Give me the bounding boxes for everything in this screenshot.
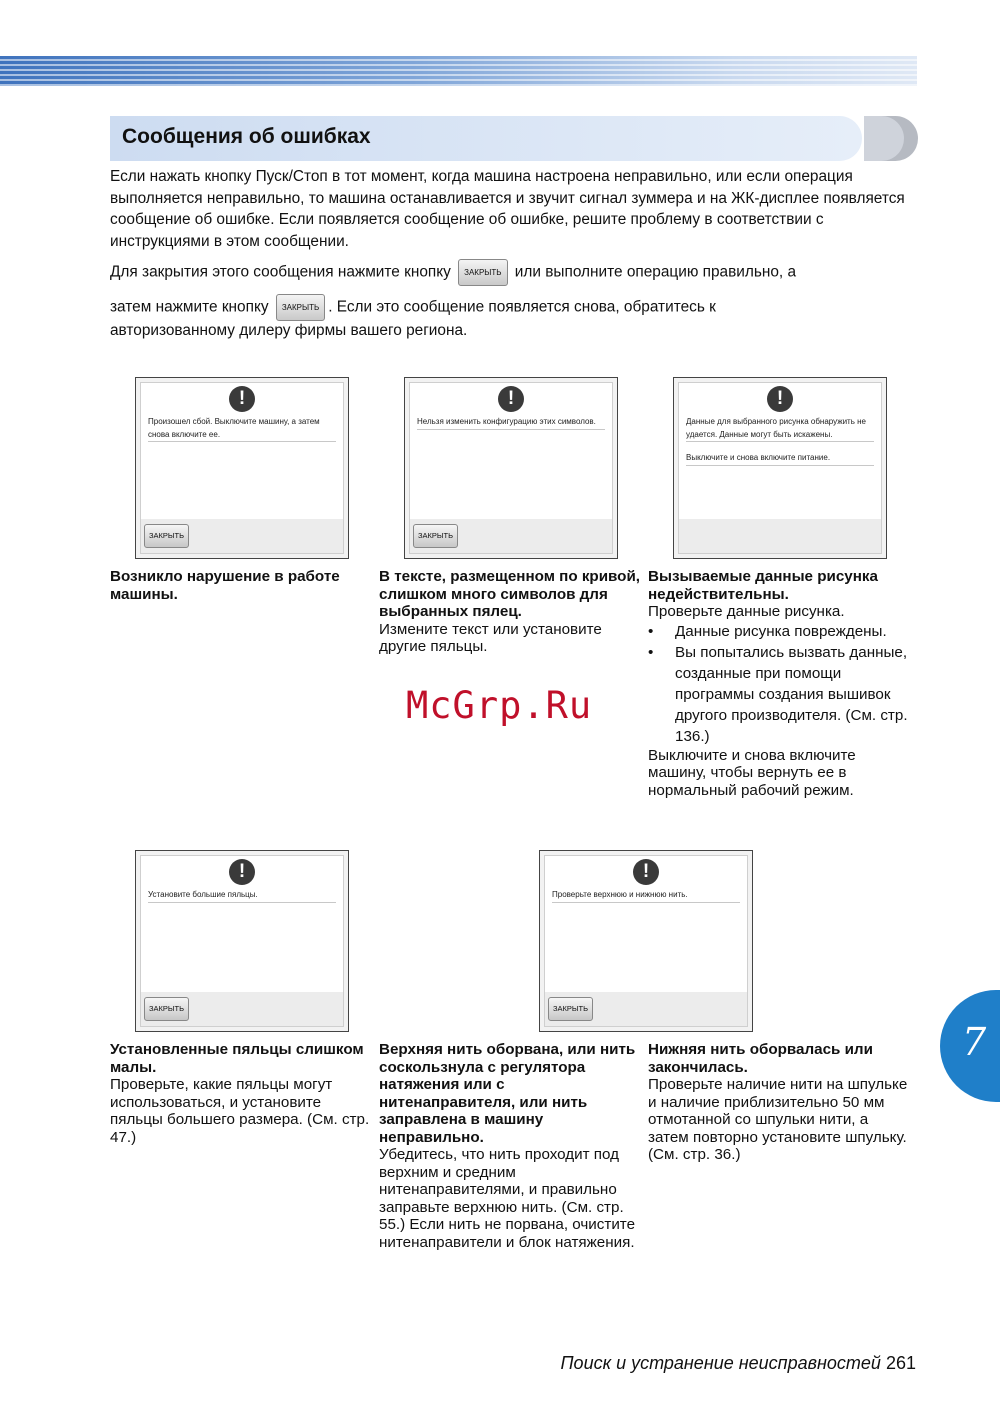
caption-text: Проверьте данные рисунка. [648,603,845,620]
watermark: McGrp.Ru [406,684,593,727]
caption-text: Выключите и снова включите машину, чтобы вернуть ее в нормальный рабочий режим. [648,746,856,799]
chapter-tab [940,990,1000,1102]
intro-line-close-2: затем нажмите кнопку ЗАКРЫТЬ . Если это сообщение появляется снова, обратитесь к [110,294,910,321]
error-caption [379,1041,644,1251]
alert-icon: ! [498,386,524,412]
error-screen-curve-text [404,377,618,559]
error-screen-check-thread [539,850,753,1032]
close-button[interactable]: ЗАКРЫТЬ [413,524,458,548]
error-caption [648,1041,913,1164]
page-footer [561,1353,916,1374]
caption-title: Нижняя нить оборвалась или закончилась. [648,1041,873,1076]
caption-title: Установленные пяльцы слишком малы. [110,1041,364,1076]
error-caption [648,568,913,799]
error-screen-invalid-data [673,377,887,559]
intro-line-dealer: авторизованному дилеру фирмы вашего региона. [110,322,468,339]
error-screen-hoop-too-small [135,850,349,1032]
error-screen-machine-malfunction [135,377,349,559]
error-message: Проверьте верхнюю и нижнюю нить. [552,889,740,903]
caption-bullets [648,621,913,747]
error-caption [379,568,644,656]
list-item: • Вы попытались вызвать данные, созданные при помощи программы создания вышивок другого производителя. (См. стр. 136.) [648,643,908,745]
page-title: Сообщения об ошибках [122,125,371,148]
footer-section: Поиск и устранение неисправностей [560,1353,881,1373]
error-message: Произошел сбой. Выключите машину, а затем снова включите ее. [148,416,336,442]
alert-icon: ! [633,859,659,885]
caption-title: В тексте, размещенном по кривой, слишком много символов для выбранных пялец. [379,568,640,620]
close-button-icon: ЗАКРЫТЬ [458,259,507,286]
close-button[interactable]: ЗАКРЫТЬ [144,997,189,1021]
header-decoration [0,56,917,86]
close-button[interactable]: ЗАКРЫТЬ [548,997,593,1021]
error-message: Нельзя изменить конфигурацию этих символов. [417,416,605,430]
error-message: Установите большие пяльцы. [148,889,336,903]
close-button-icon: ЗАКРЫТЬ [276,294,325,321]
caption-text: Убедитесь, что нить проходит под верхним и средним нитенаправителями, и правильно заправьте верхнюю нить. (См. стр. 55.) Если нить не порвана, очистите нитенаправители и блок натяжения. [379,1146,636,1251]
caption-text: Проверьте наличие нити на шпульке и наличие приблизительно 50 мм отмотанной со шпульки нити, а затем повторно установите шпульку. (См. стр. 36.) [648,1076,908,1163]
page-number: 261 [885,1353,916,1373]
section-header [110,116,862,161]
caption-title: Вызываемые данные рисунка недействительны. [648,568,878,603]
error-message: Данные для выбранного рисунка обнаружить не удается. Данные могут быть искажены. Выключите и снова включите питание. [686,416,874,466]
alert-icon: ! [229,386,255,412]
error-caption [110,1041,375,1146]
close-button[interactable]: ЗАКРЫТЬ [144,524,189,548]
caption-title: Возникло нарушение в работе машины. [110,568,340,603]
alert-icon: ! [229,859,255,885]
alert-icon: ! [767,386,793,412]
error-caption [110,568,375,603]
caption-title: Верхняя нить оборвана, или нить соскользнула с регулятора натяжения или с нитенаправителя, или нить заправлена в машину неправильно. [379,1041,636,1146]
chapter-number: 7 [962,1020,987,1064]
caption-text: Проверьте, какие пяльцы могут использоваться, и установите пяльцы большего размера. (См. стр. 47.) [110,1076,370,1146]
header-end-caps [864,116,918,161]
caption-text: Измените текст или установите другие пяльцы. [379,620,602,655]
intro-paragraph: Если нажать кнопку Пуск/Стоп в тот момент, когда машина настроена неправильно, или если операция выполняется неправильно, то машина останавливается и звучит сигнал зуммера и на ЖК-дисплее появляется сообщение об ошибке. Если появляется сообщение об ошибке, решите проблему в соответствии с инструкциями в этом сообщении. [110,168,905,250]
list-item: • Данные рисунка повреждены. [648,622,887,640]
intro-line-close-1: Для закрытия этого сообщения нажмите кнопку ЗАКРЫТЬ или выполните операцию правильно, а [110,259,910,286]
